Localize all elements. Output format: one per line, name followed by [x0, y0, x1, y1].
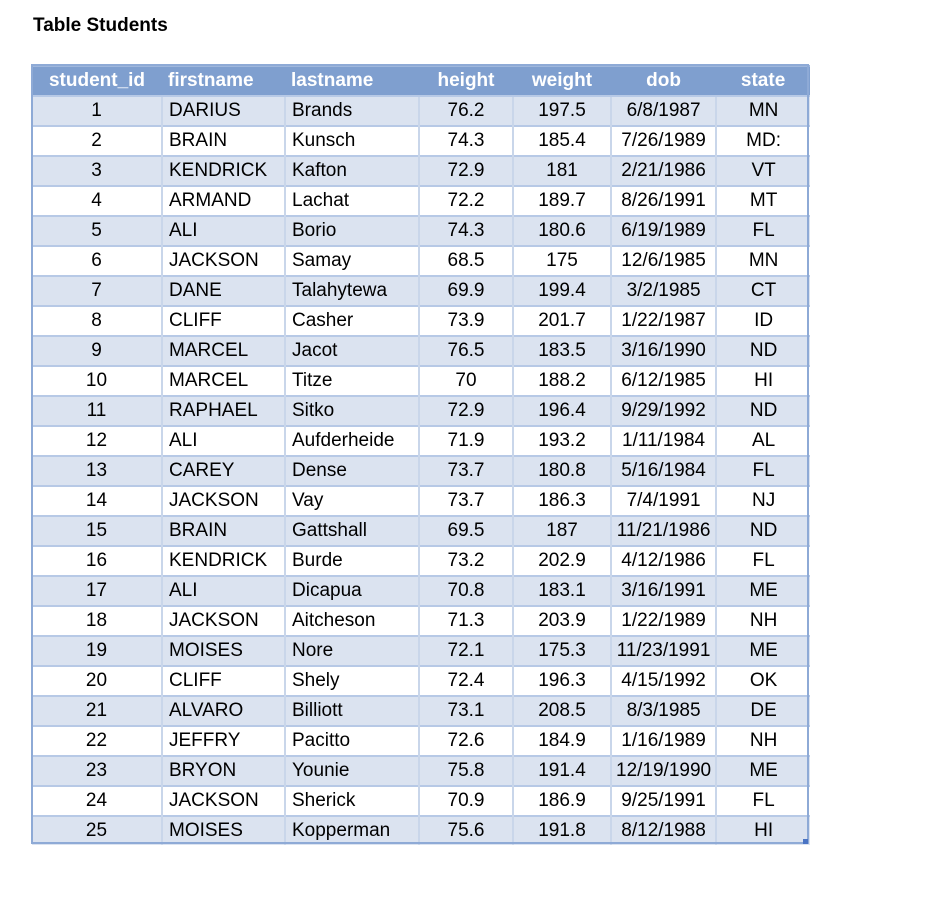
- cell-firstname: JACKSON: [162, 246, 285, 276]
- cell-weight: 181: [513, 156, 611, 186]
- cell-dob: 8/3/1985: [611, 696, 716, 726]
- cell-firstname: MARCEL: [162, 336, 285, 366]
- cell-dob: 7/26/1989: [611, 126, 716, 156]
- cell-weight: 196.4: [513, 396, 611, 426]
- cell-dob: 6/19/1989: [611, 216, 716, 246]
- cell-student-id: 15: [32, 516, 162, 546]
- cell-firstname: CLIFF: [162, 306, 285, 336]
- cell-lastname: Kunsch: [285, 126, 419, 156]
- table-row: [32, 246, 810, 276]
- cell-weight: 202.9: [513, 546, 611, 576]
- cell-dob: 12/19/1990: [611, 756, 716, 786]
- cell-weight: 183.5: [513, 336, 611, 366]
- cell-weight: 203.9: [513, 606, 611, 636]
- table-row: [32, 816, 810, 845]
- cell-firstname: ALI: [162, 576, 285, 606]
- cell-weight: 189.7: [513, 186, 611, 216]
- cell-student-id: 11: [32, 396, 162, 426]
- cell-height: 72.9: [419, 156, 513, 186]
- cell-state: VT: [716, 156, 810, 186]
- cell-lastname: Aufderheide: [285, 426, 419, 456]
- cell-firstname: BRYON: [162, 756, 285, 786]
- cell-state: OK: [716, 666, 810, 696]
- cell-lastname: Titze: [285, 366, 419, 396]
- cell-height: 73.9: [419, 306, 513, 336]
- cell-lastname: Casher: [285, 306, 419, 336]
- cell-lastname: Borio: [285, 216, 419, 246]
- table-row: [32, 666, 810, 696]
- cell-student-id: 17: [32, 576, 162, 606]
- cell-student-id: 24: [32, 786, 162, 816]
- cell-student-id: 13: [32, 456, 162, 486]
- table-row: [32, 516, 810, 546]
- column-header-lastname: lastname: [285, 66, 419, 96]
- cell-height: 70.8: [419, 576, 513, 606]
- cell-dob: 5/16/1984: [611, 456, 716, 486]
- cell-state: MN: [716, 96, 810, 126]
- cell-height: 72.1: [419, 636, 513, 666]
- cell-firstname: CLIFF: [162, 666, 285, 696]
- cell-firstname: DARIUS: [162, 96, 285, 126]
- table-row: [32, 636, 810, 666]
- cell-state: ND: [716, 516, 810, 546]
- cell-dob: 9/29/1992: [611, 396, 716, 426]
- cell-state: ND: [716, 336, 810, 366]
- column-header-weight: weight: [513, 66, 611, 96]
- cell-weight: 180.6: [513, 216, 611, 246]
- cell-state: ME: [716, 756, 810, 786]
- cell-student-id: 10: [32, 366, 162, 396]
- cell-state: FL: [716, 456, 810, 486]
- cell-student-id: 12: [32, 426, 162, 456]
- cell-dob: 1/22/1989: [611, 606, 716, 636]
- cell-height: 74.3: [419, 216, 513, 246]
- cell-weight: 193.2: [513, 426, 611, 456]
- cell-lastname: Burde: [285, 546, 419, 576]
- table-row: [32, 396, 810, 426]
- cell-weight: 175.3: [513, 636, 611, 666]
- cell-student-id: 4: [32, 186, 162, 216]
- cell-lastname: Kopperman: [285, 816, 419, 845]
- cell-height: 72.2: [419, 186, 513, 216]
- cell-weight: 196.3: [513, 666, 611, 696]
- cell-dob: 9/25/1991: [611, 786, 716, 816]
- cell-state: ND: [716, 396, 810, 426]
- cell-lastname: Lachat: [285, 186, 419, 216]
- cell-lastname: Sherick: [285, 786, 419, 816]
- cell-lastname: Vay: [285, 486, 419, 516]
- table-row: [32, 276, 810, 306]
- table-row: [32, 546, 810, 576]
- cell-firstname: MOISES: [162, 636, 285, 666]
- cell-student-id: 1: [32, 96, 162, 126]
- cell-weight: 183.1: [513, 576, 611, 606]
- table-row: [32, 456, 810, 486]
- cell-dob: 6/12/1985: [611, 366, 716, 396]
- table-row: [32, 306, 810, 336]
- cell-state: MN: [716, 246, 810, 276]
- resize-handle: [803, 839, 808, 844]
- cell-lastname: Billiott: [285, 696, 419, 726]
- cell-weight: 201.7: [513, 306, 611, 336]
- header-row: [32, 66, 810, 96]
- cell-height: 73.2: [419, 546, 513, 576]
- cell-student-id: 8: [32, 306, 162, 336]
- cell-lastname: Nore: [285, 636, 419, 666]
- cell-height: 69.9: [419, 276, 513, 306]
- cell-lastname: Dense: [285, 456, 419, 486]
- cell-student-id: 22: [32, 726, 162, 756]
- cell-state: HI: [716, 816, 810, 845]
- column-header-state: state: [716, 66, 810, 96]
- cell-height: 70: [419, 366, 513, 396]
- cell-height: 71.9: [419, 426, 513, 456]
- cell-firstname: CAREY: [162, 456, 285, 486]
- cell-student-id: 16: [32, 546, 162, 576]
- cell-weight: 197.5: [513, 96, 611, 126]
- cell-weight: 191.8: [513, 816, 611, 845]
- cell-height: 73.1: [419, 696, 513, 726]
- cell-state: NH: [716, 606, 810, 636]
- cell-dob: 12/6/1985: [611, 246, 716, 276]
- cell-lastname: Sitko: [285, 396, 419, 426]
- cell-state: NH: [716, 726, 810, 756]
- table-row: [32, 186, 810, 216]
- students-table: [32, 65, 810, 845]
- cell-student-id: 7: [32, 276, 162, 306]
- cell-dob: 11/21/1986: [611, 516, 716, 546]
- cell-state: ME: [716, 576, 810, 606]
- cell-height: 76.2: [419, 96, 513, 126]
- table-body: [32, 96, 810, 845]
- cell-firstname: ALVARO: [162, 696, 285, 726]
- cell-weight: 187: [513, 516, 611, 546]
- cell-weight: 191.4: [513, 756, 611, 786]
- cell-firstname: JACKSON: [162, 606, 285, 636]
- cell-student-id: 18: [32, 606, 162, 636]
- table-row: [32, 576, 810, 606]
- cell-state: AL: [716, 426, 810, 456]
- cell-dob: 8/26/1991: [611, 186, 716, 216]
- cell-dob: 3/2/1985: [611, 276, 716, 306]
- cell-lastname: Dicapua: [285, 576, 419, 606]
- cell-student-id: 25: [32, 816, 162, 845]
- cell-lastname: Talahytewa: [285, 276, 419, 306]
- cell-student-id: 2: [32, 126, 162, 156]
- cell-dob: 4/15/1992: [611, 666, 716, 696]
- cell-height: 72.9: [419, 396, 513, 426]
- cell-height: 73.7: [419, 456, 513, 486]
- column-header-firstname: firstname: [162, 66, 285, 96]
- cell-dob: 1/11/1984: [611, 426, 716, 456]
- cell-firstname: DANE: [162, 276, 285, 306]
- cell-firstname: BRAIN: [162, 126, 285, 156]
- table-row: [32, 156, 810, 186]
- cell-state: DE: [716, 696, 810, 726]
- cell-state: FL: [716, 786, 810, 816]
- cell-student-id: 5: [32, 216, 162, 246]
- cell-student-id: 23: [32, 756, 162, 786]
- column-header-dob: dob: [611, 66, 716, 96]
- cell-height: 69.5: [419, 516, 513, 546]
- cell-firstname: MOISES: [162, 816, 285, 845]
- cell-lastname: Pacitto: [285, 726, 419, 756]
- cell-height: 71.3: [419, 606, 513, 636]
- cell-lastname: Brands: [285, 96, 419, 126]
- table-row: [32, 216, 810, 246]
- cell-weight: 188.2: [513, 366, 611, 396]
- cell-weight: 184.9: [513, 726, 611, 756]
- cell-dob: 2/21/1986: [611, 156, 716, 186]
- cell-dob: 7/4/1991: [611, 486, 716, 516]
- cell-dob: 11/23/1991: [611, 636, 716, 666]
- cell-student-id: 9: [32, 336, 162, 366]
- cell-firstname: ARMAND: [162, 186, 285, 216]
- cell-student-id: 14: [32, 486, 162, 516]
- table-row: [32, 426, 810, 456]
- cell-height: 68.5: [419, 246, 513, 276]
- cell-state: MT: [716, 186, 810, 216]
- cell-state: CT: [716, 276, 810, 306]
- cell-height: 73.7: [419, 486, 513, 516]
- cell-weight: 180.8: [513, 456, 611, 486]
- cell-state: ID: [716, 306, 810, 336]
- cell-state: MD:: [716, 126, 810, 156]
- cell-weight: 175: [513, 246, 611, 276]
- cell-dob: 4/12/1986: [611, 546, 716, 576]
- cell-firstname: RAPHAEL: [162, 396, 285, 426]
- cell-lastname: Gattshall: [285, 516, 419, 546]
- cell-state: FL: [716, 216, 810, 246]
- cell-weight: 186.9: [513, 786, 611, 816]
- cell-firstname: KENDRICK: [162, 156, 285, 186]
- cell-weight: 186.3: [513, 486, 611, 516]
- table-row: [32, 336, 810, 366]
- cell-state: FL: [716, 546, 810, 576]
- table-row: [32, 756, 810, 786]
- page-title: Table Students: [33, 15, 168, 36]
- cell-lastname: Aitcheson: [285, 606, 419, 636]
- cell-lastname: Samay: [285, 246, 419, 276]
- cell-firstname: BRAIN: [162, 516, 285, 546]
- cell-dob: 8/12/1988: [611, 816, 716, 845]
- cell-firstname: JACKSON: [162, 486, 285, 516]
- cell-lastname: Jacot: [285, 336, 419, 366]
- cell-dob: 1/22/1987: [611, 306, 716, 336]
- cell-height: 74.3: [419, 126, 513, 156]
- cell-state: ME: [716, 636, 810, 666]
- cell-firstname: MARCEL: [162, 366, 285, 396]
- table-row: [32, 486, 810, 516]
- table-row: [32, 366, 810, 396]
- cell-lastname: Kafton: [285, 156, 419, 186]
- cell-dob: 3/16/1991: [611, 576, 716, 606]
- cell-weight: 208.5: [513, 696, 611, 726]
- cell-dob: 1/16/1989: [611, 726, 716, 756]
- table-row: [32, 606, 810, 636]
- cell-student-id: 3: [32, 156, 162, 186]
- cell-student-id: 21: [32, 696, 162, 726]
- cell-weight: 199.4: [513, 276, 611, 306]
- cell-dob: 6/8/1987: [611, 96, 716, 126]
- cell-height: 72.6: [419, 726, 513, 756]
- cell-height: 76.5: [419, 336, 513, 366]
- cell-height: 72.4: [419, 666, 513, 696]
- table-row: [32, 96, 810, 126]
- cell-weight: 185.4: [513, 126, 611, 156]
- column-header-student-id: student_id: [32, 66, 162, 96]
- column-header-height: height: [419, 66, 513, 96]
- cell-state: NJ: [716, 486, 810, 516]
- cell-firstname: ALI: [162, 426, 285, 456]
- cell-dob: 3/16/1990: [611, 336, 716, 366]
- table-row: [32, 726, 810, 756]
- cell-firstname: ALI: [162, 216, 285, 246]
- cell-lastname: Shely: [285, 666, 419, 696]
- cell-student-id: 6: [32, 246, 162, 276]
- cell-height: 75.6: [419, 816, 513, 845]
- cell-height: 75.8: [419, 756, 513, 786]
- table-row: [32, 786, 810, 816]
- cell-student-id: 20: [32, 666, 162, 696]
- cell-lastname: Younie: [285, 756, 419, 786]
- cell-firstname: JEFFRY: [162, 726, 285, 756]
- cell-firstname: KENDRICK: [162, 546, 285, 576]
- table-row: [32, 126, 810, 156]
- table-row: [32, 696, 810, 726]
- cell-height: 70.9: [419, 786, 513, 816]
- cell-student-id: 19: [32, 636, 162, 666]
- cell-state: HI: [716, 366, 810, 396]
- cell-firstname: JACKSON: [162, 786, 285, 816]
